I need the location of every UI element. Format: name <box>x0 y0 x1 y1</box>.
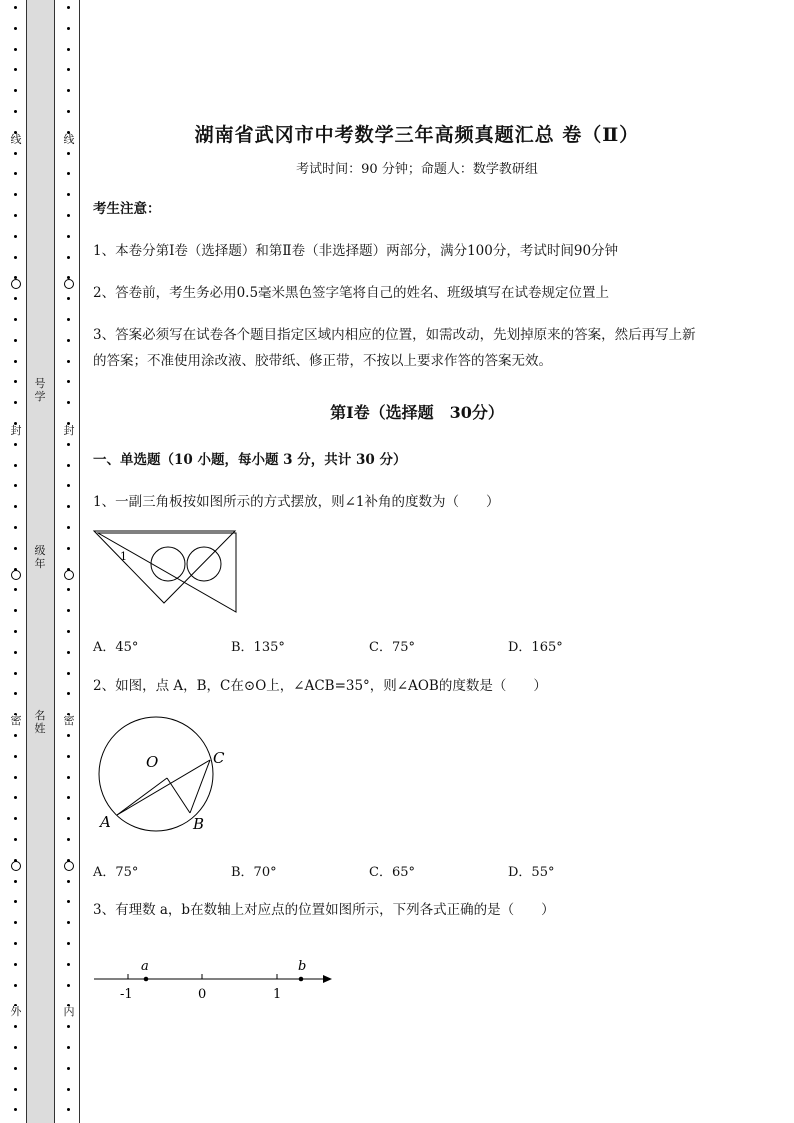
dot-mark <box>14 443 17 446</box>
page-title: 湖南省武冈市中考数学三年高频真题汇总 卷（Ⅱ） <box>194 124 640 146</box>
dot-mark <box>14 963 17 966</box>
dot-mark <box>14 152 17 155</box>
point-a-label: A <box>100 813 111 831</box>
dot-mark <box>14 900 17 903</box>
dot-mark <box>67 672 70 675</box>
dot-mark <box>14 297 17 300</box>
dot-mark <box>67 984 70 987</box>
dot-mark <box>67 214 70 217</box>
dot-mark <box>67 880 70 883</box>
dot-mark <box>14 547 17 550</box>
dot-mark <box>14 68 17 71</box>
dot-mark <box>67 942 70 945</box>
dot-mark <box>67 6 70 9</box>
angle-1-label: 1 <box>120 550 127 563</box>
q2-option-d: D．55° <box>508 865 555 880</box>
dot-mark <box>67 443 70 446</box>
part-heading: 一、单选题（10 小题，每小题 3 分，共计 30 分） <box>93 452 407 468</box>
dot-mark <box>67 484 70 487</box>
dot-mark <box>14 609 17 612</box>
outer-label-wai: 外 <box>10 1005 22 1018</box>
dot-mark <box>14 942 17 945</box>
dot-mark <box>67 256 70 259</box>
q1-option-d: D．165° <box>508 640 563 655</box>
dot-mark <box>67 401 70 404</box>
dot-mark <box>67 796 70 799</box>
dot-mark <box>67 193 70 196</box>
dot-mark <box>67 921 70 924</box>
dot-mark <box>14 880 17 883</box>
dot-mark <box>14 318 17 321</box>
dot-mark <box>14 1046 17 1049</box>
dot-mark <box>67 464 70 467</box>
dot-mark <box>14 921 17 924</box>
dot-mark <box>67 380 70 383</box>
outer-label-feng: 封 <box>10 424 22 437</box>
inner-circle-mark <box>64 861 74 871</box>
dot-mark <box>67 963 70 966</box>
dot-mark <box>14 796 17 799</box>
dot-mark <box>14 1067 17 1070</box>
q1-option-a: A．45° <box>93 640 139 655</box>
dot-mark <box>14 401 17 404</box>
dot-mark <box>67 27 70 30</box>
dot-mark <box>14 360 17 363</box>
binding-strip <box>0 0 82 1123</box>
grade-label: 级年 <box>34 544 46 570</box>
tick-label-0: 0 <box>198 987 207 1002</box>
dot-mark <box>67 651 70 654</box>
inner-circle-mark <box>64 570 74 580</box>
inner-circle-mark <box>64 279 74 289</box>
dot-mark <box>67 152 70 155</box>
dot-mark <box>67 1067 70 1070</box>
point-c-label: C <box>213 749 225 767</box>
dot-mark <box>14 110 17 113</box>
dot-mark <box>14 505 17 508</box>
outer-circle-mark <box>11 861 21 871</box>
dot-mark <box>67 172 70 175</box>
notice-item-2: 2、答卷前，考生务必用0.5毫米黑色签字笔将自己的姓名、班级填写在试卷规定位置上 <box>93 285 610 301</box>
dot-mark <box>14 1025 17 1028</box>
dot-mark <box>14 193 17 196</box>
inner-label-mi: 密 <box>63 714 75 727</box>
dot-mark <box>67 776 70 779</box>
dot-mark <box>14 1108 17 1111</box>
dot-mark <box>67 1046 70 1049</box>
dot-mark <box>14 776 17 779</box>
q1-option-b: B．135° <box>231 640 285 655</box>
dot-mark <box>14 672 17 675</box>
dot-mark <box>14 484 17 487</box>
inner-label-nei: 内 <box>63 1005 75 1018</box>
dot-mark <box>67 68 70 71</box>
notice-item-1: 1、本卷分第Ⅰ卷（选择题）和第Ⅱ卷（非选择题）两部分，满分100分，考试时间90分钟 <box>93 243 619 259</box>
question-1-stem: 1、一副三角板按如图所示的方式摆放，则∠1补角的度数为（ ） <box>93 494 500 510</box>
q2-option-b: B．70° <box>231 865 277 880</box>
dot-mark <box>14 630 17 633</box>
point-a-label: a <box>141 959 149 974</box>
dot-mark <box>67 838 70 841</box>
q2-option-a: A．75° <box>93 865 139 880</box>
dot-mark <box>67 297 70 300</box>
outer-label-xian: 线 <box>10 133 22 146</box>
dot-mark <box>14 838 17 841</box>
tick-label-neg1: -1 <box>120 987 133 1002</box>
dot-mark <box>14 984 17 987</box>
dot-mark <box>14 1088 17 1091</box>
inner-label-feng: 封 <box>63 424 75 437</box>
dot-mark <box>67 526 70 529</box>
outer-label-mi: 密 <box>10 714 22 727</box>
dot-mark <box>14 6 17 9</box>
dot-mark <box>14 651 17 654</box>
q1-option-c: C．75° <box>369 640 415 655</box>
dot-mark <box>67 588 70 591</box>
exam-info: 考试时间：90 分钟；命题人：数学教研组 <box>296 162 538 177</box>
dot-mark <box>14 214 17 217</box>
dot-mark <box>14 817 17 820</box>
dot-mark <box>67 609 70 612</box>
dot-mark <box>67 1108 70 1111</box>
dot-mark <box>67 692 70 695</box>
dot-mark <box>67 755 70 758</box>
dot-mark <box>67 110 70 113</box>
section-title: 第Ⅰ卷（选择题 30分） <box>330 403 504 422</box>
number-line-figure <box>90 955 340 1005</box>
dot-mark <box>14 256 17 259</box>
dot-mark <box>67 360 70 363</box>
dot-mark <box>14 172 17 175</box>
dot-mark <box>67 900 70 903</box>
dot-mark <box>67 817 70 820</box>
dot-mark <box>14 339 17 342</box>
dot-mark <box>67 339 70 342</box>
dot-mark <box>67 505 70 508</box>
circle-figure <box>90 712 240 837</box>
notice-heading: 考生注意： <box>93 201 161 217</box>
dot-mark <box>14 380 17 383</box>
triangle-rulers-figure <box>90 527 242 617</box>
dot-mark <box>67 1025 70 1028</box>
outer-dotted-line <box>10 0 22 1123</box>
student-number-label: 号学 <box>34 377 46 403</box>
point-b-label: B <box>193 815 205 833</box>
dot-mark <box>14 526 17 529</box>
dot-mark <box>67 318 70 321</box>
dot-mark <box>67 1088 70 1091</box>
dot-mark <box>14 755 17 758</box>
question-3-stem: 3、有理数 a，b在数轴上对应点的位置如图所示，下列各式正确的是（ ） <box>93 902 555 918</box>
notice-item-3-cont: 的答案；不准使用涂改液、胶带纸、修正带，不按以上要求作答的答案无效。 <box>93 353 552 369</box>
dot-mark <box>14 692 17 695</box>
point-b-label: b <box>298 959 307 974</box>
dot-mark <box>14 48 17 51</box>
outer-circle-mark <box>11 570 21 580</box>
dot-mark <box>14 235 17 238</box>
name-label: 名姓 <box>34 709 46 735</box>
tick-label-1: 1 <box>273 987 282 1002</box>
dot-mark <box>14 464 17 467</box>
binding-border <box>79 0 80 1123</box>
dot-mark <box>14 27 17 30</box>
dot-mark <box>67 630 70 633</box>
notice-item-3: 3、答案必须写在试卷各个题目指定区域内相应的位置，如需改动，先划掉原来的答案，然后再写上新 <box>93 327 696 343</box>
dot-mark <box>14 588 17 591</box>
dot-mark <box>14 734 17 737</box>
dot-mark <box>14 89 17 92</box>
q2-option-c: C．65° <box>369 865 415 880</box>
point-o-label: O <box>146 753 159 771</box>
dot-mark <box>67 734 70 737</box>
question-2-stem: 2、如图，点 A，B，C在⊙O上，∠ACB=35°，则∠AOB的度数是（ ） <box>93 678 547 694</box>
dot-mark <box>67 235 70 238</box>
dot-mark <box>67 48 70 51</box>
dot-mark <box>67 89 70 92</box>
inner-dotted-line <box>63 0 75 1123</box>
outer-circle-mark <box>11 279 21 289</box>
inner-label-xian: 线 <box>63 133 75 146</box>
dot-mark <box>67 547 70 550</box>
